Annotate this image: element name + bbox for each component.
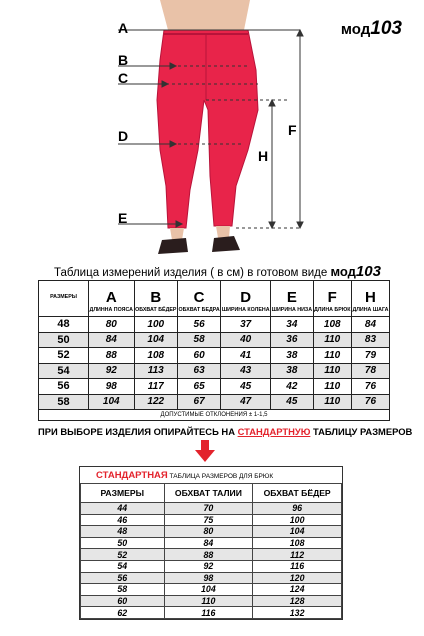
std-cell: 52 (81, 549, 165, 561)
torso-skin (160, 0, 250, 30)
value-cell: 78 (351, 363, 389, 379)
table-row (39, 317, 390, 333)
measurement-table (38, 280, 390, 421)
std-cell: 60 (81, 595, 165, 607)
header-col-d (221, 281, 271, 317)
value-cell: 67 (177, 394, 220, 410)
std-cell: 62 (81, 607, 165, 619)
std-cell: 116 (253, 560, 342, 572)
header-label-h: ДЛИНА ШАГА (352, 307, 389, 314)
std-cell: 104 (253, 526, 342, 538)
header-label-f: ДЛИНА БРЮК (314, 307, 351, 314)
table-row (81, 572, 342, 584)
table-row (81, 584, 342, 596)
std-cell: 128 (253, 595, 342, 607)
header-col-h (351, 281, 389, 317)
notice-after: ТАБЛИЦУ РАЗМЕРОВ (310, 426, 413, 437)
value-cell: 41 (221, 348, 271, 364)
value-cell: 108 (134, 348, 177, 364)
standard-table-header (81, 484, 342, 503)
std-cell: 92 (164, 560, 253, 572)
pants-body (157, 30, 258, 228)
value-cell: 56 (177, 317, 220, 333)
size-cell: 52 (39, 348, 89, 364)
value-cell: 60 (177, 348, 220, 364)
standard-size-table (79, 466, 343, 620)
measure-label-h: H (258, 148, 269, 164)
table-row (81, 503, 342, 515)
std-cell: 96 (253, 503, 342, 515)
value-cell: 104 (134, 332, 177, 348)
header-letter-h: H (365, 289, 376, 307)
size-cell: 50 (39, 332, 89, 348)
table-row (39, 348, 390, 364)
std-cell: 58 (81, 584, 165, 596)
value-cell: 113 (134, 363, 177, 379)
value-cell: 79 (351, 348, 389, 364)
right-shoe (212, 236, 240, 252)
value-cell: 36 (271, 332, 313, 348)
measure-label-c: C (118, 70, 129, 86)
std-cell: 104 (164, 584, 253, 596)
header-letter-d: D (240, 289, 252, 307)
table-row (81, 537, 342, 549)
value-cell: 100 (134, 317, 177, 333)
value-cell: 108 (313, 317, 351, 333)
arrow-down-icon (195, 440, 215, 462)
value-cell: 84 (351, 317, 389, 333)
value-cell: 47 (221, 394, 271, 410)
standard-table-body (81, 484, 342, 619)
value-cell: 38 (271, 348, 313, 364)
standard-table-title-rest: ТАБЛИЦА РАЗМЕРОВ ДЛЯ БРЮК (167, 473, 274, 480)
measure-label-b: B (118, 52, 129, 68)
size-cell: 58 (39, 394, 89, 410)
header-letter-b: B (150, 289, 162, 307)
header-letter-c: C (193, 289, 205, 307)
header-letter-f: F (327, 289, 337, 307)
pants-measurement-figure (0, 0, 424, 262)
value-cell: 38 (271, 363, 313, 379)
measure-label-e: E (118, 210, 128, 226)
std-cell: 120 (253, 572, 342, 584)
value-cell: 98 (89, 379, 135, 395)
header-sizes: РАЗМЕРЫ (39, 281, 89, 317)
value-cell: 65 (177, 379, 220, 395)
value-cell: 110 (313, 348, 351, 364)
header-col-c (177, 281, 220, 317)
size-cell: 54 (39, 363, 89, 379)
std-cell: 50 (81, 537, 165, 549)
table-row (39, 379, 390, 395)
value-cell: 83 (351, 332, 389, 348)
table-row (81, 526, 342, 538)
std-cell: 44 (81, 503, 165, 515)
value-cell: 34 (271, 317, 313, 333)
std-cell: 70 (164, 503, 253, 515)
measurement-table-title-text: Таблица измерений изделия ( в см) в готовом виде (54, 267, 328, 279)
measurement-table-model-number: 103 (355, 263, 381, 280)
notice-highlight: СТАНДАРТНУЮ (237, 426, 311, 437)
standard-table-grid (80, 483, 342, 619)
std-cell: 110 (164, 595, 253, 607)
std-header-waist: ОБХВАТ ТАЛИИ (164, 484, 253, 503)
std-cell: 108 (253, 537, 342, 549)
model-number: 103 (370, 18, 402, 39)
measurement-table-header (39, 281, 390, 317)
value-cell: 63 (177, 363, 220, 379)
std-header-hips: ОБХВАТ БЁДЕР (253, 484, 342, 503)
value-cell: 45 (271, 394, 313, 410)
std-cell: 116 (164, 607, 253, 619)
model-prefix: мод (340, 21, 371, 38)
standard-table-title (80, 467, 342, 483)
header-letter-e: E (286, 289, 297, 307)
value-cell: 45 (221, 379, 271, 395)
std-cell: 100 (253, 514, 342, 526)
header-letter-a: A (105, 289, 117, 307)
std-cell: 98 (164, 572, 253, 584)
value-cell: 37 (221, 317, 271, 333)
value-cell: 110 (313, 379, 351, 395)
measure-label-d: D (118, 128, 129, 144)
std-cell: 54 (81, 560, 165, 572)
std-cell: 48 (81, 526, 165, 538)
header-label-d: ШИРИНА КОЛЕНА (221, 307, 270, 314)
value-cell: 110 (313, 332, 351, 348)
value-cell: 84 (89, 332, 135, 348)
table-row (81, 549, 342, 561)
std-cell: 124 (253, 584, 342, 596)
size-cell: 48 (39, 317, 89, 333)
std-header-sizes: РАЗМЕРЫ (81, 484, 165, 503)
std-cell: 56 (81, 572, 165, 584)
header-col-b (134, 281, 177, 317)
header-label-c: ОБХВАТ БЕДРА (178, 307, 220, 314)
header-col-a (89, 281, 135, 317)
table-row (39, 332, 390, 348)
table-row (81, 560, 342, 572)
table-row (39, 363, 390, 379)
table-row (39, 394, 390, 410)
value-cell: 110 (313, 394, 351, 410)
notice-before: ПРИ ВЫБОРЕ ИЗДЕЛИЯ ОПИРАЙТЕСЬ НА (38, 426, 238, 437)
header-label-b: ОБХВАТ БЁДЕР (135, 307, 177, 314)
measurement-table-title (54, 263, 381, 280)
size-cell: 56 (39, 379, 89, 395)
table-row (81, 595, 342, 607)
value-cell: 58 (177, 332, 220, 348)
value-cell: 42 (271, 379, 313, 395)
value-cell: 76 (351, 379, 389, 395)
tolerance-row (39, 410, 390, 421)
value-cell: 80 (89, 317, 135, 333)
measure-label-a: A (118, 20, 129, 36)
header-label-e: ШИРИНА НИЗА (271, 307, 313, 314)
std-cell: 46 (81, 514, 165, 526)
measurement-table-model-prefix: мод (330, 264, 356, 279)
size-notice (38, 426, 413, 437)
value-cell: 88 (89, 348, 135, 364)
standard-table-title-red: СТАНДАРТНАЯ (96, 470, 168, 481)
value-cell: 104 (89, 394, 135, 410)
left-shoe (158, 238, 188, 254)
header-col-e (271, 281, 313, 317)
measurement-table-body (39, 317, 390, 410)
std-cell: 88 (164, 549, 253, 561)
std-cell: 84 (164, 537, 253, 549)
measurement-table-model (330, 264, 381, 279)
value-cell: 92 (89, 363, 135, 379)
model-code (341, 18, 402, 40)
value-cell: 117 (134, 379, 177, 395)
std-cell: 75 (164, 514, 253, 526)
value-cell: 43 (221, 363, 271, 379)
value-cell: 122 (134, 394, 177, 410)
value-cell: 76 (351, 394, 389, 410)
std-cell: 80 (164, 526, 253, 538)
table-row (81, 607, 342, 619)
std-cell: 112 (253, 549, 342, 561)
measure-label-f: F (288, 122, 297, 138)
value-cell: 110 (313, 363, 351, 379)
header-col-f (313, 281, 351, 317)
std-cell: 132 (253, 607, 342, 619)
tolerance-note: ДОПУСТИМЫЕ ОТКЛОНЕНИЯ ± 1-1,5 (39, 410, 390, 421)
table-row (81, 514, 342, 526)
value-cell: 40 (221, 332, 271, 348)
header-label-a: ДЛИННА ПОЯСА (89, 307, 133, 314)
